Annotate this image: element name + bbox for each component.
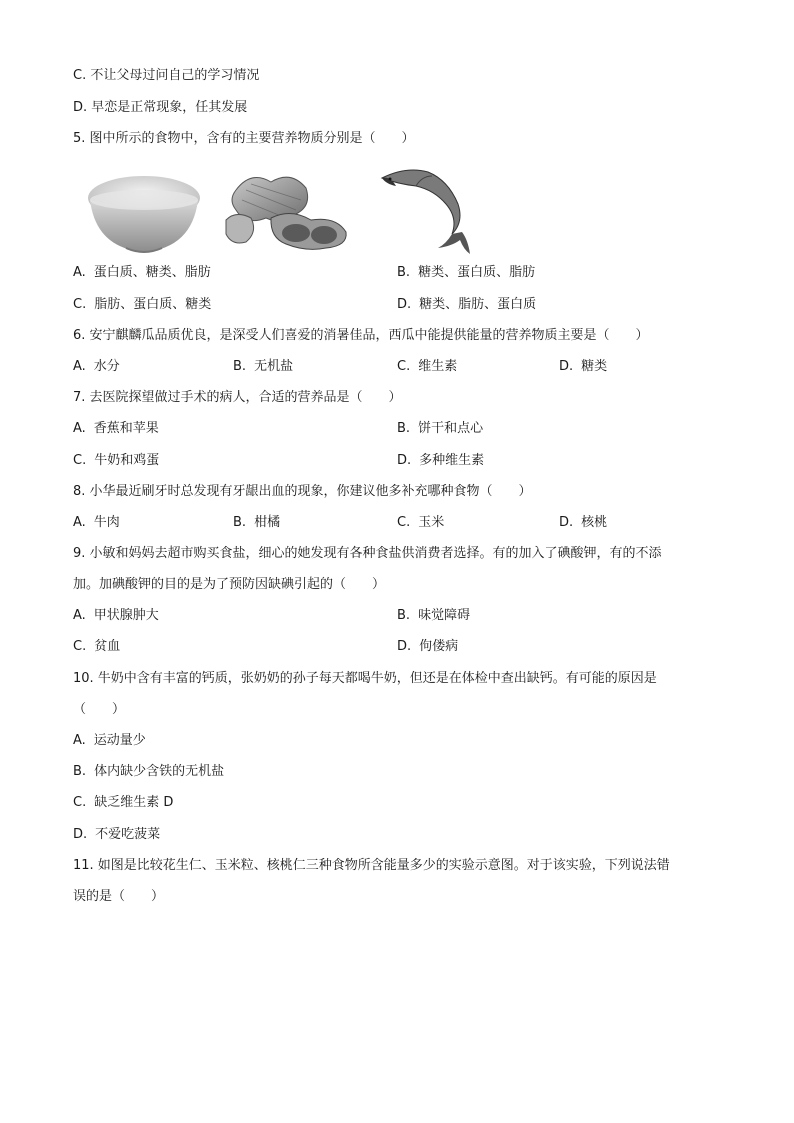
q8-option-b: B. 柑橘	[233, 515, 281, 530]
q6-option-a: A. 水分	[73, 359, 120, 374]
q5-option-d: D. 糖类、脂肪、蛋白质	[397, 297, 537, 312]
q5-option-a: A. 蛋白质、糖类、脂肪	[73, 265, 211, 280]
q9-option-b: B. 味觉障碍	[397, 608, 471, 623]
q6-option-c: C. 维生素	[397, 359, 458, 374]
q9-option-c: C. 贫血	[73, 639, 121, 654]
q5-stem: 5. 图中所示的食物中，含有的主要营养物质分别是（ ）	[73, 131, 415, 146]
q10-option-a: A. 运动量少	[73, 733, 146, 748]
q4-option-d: D. 早恋是正常现象，任其发展	[73, 100, 248, 115]
q9-stem-line1: 9. 小敏和妈妈去超市购买食盐，细心的她发现有各种食盐供消费者选择。有的加入了碘酸钾，有的不添	[73, 546, 662, 561]
q8-option-a: A. 牛肉	[73, 515, 120, 530]
q11-stem-line2: 误的是（ ）	[73, 889, 165, 904]
q10-stem-line1: 10. 牛奶中含有丰富的钙质，张奶奶的孙子每天都喝牛奶，但还是在体检中查出缺钙。有可能的原因是	[73, 671, 657, 686]
q9-stem-line2: 加。加碘酸钾的目的是为了预防因缺碘引起的（ ）	[73, 577, 386, 592]
q7-option-d: D. 多种维生素	[397, 453, 485, 468]
q9-option-a: A. 甲状腺肿大	[73, 608, 159, 623]
q5-food-images	[86, 160, 486, 260]
q6-stem: 6. 安宁麒麟瓜品质优良，是深受人们喜爱的消暑佳品，西瓜中能提供能量的营养物质主要是（ ）	[73, 328, 649, 343]
q5-option-b: B. 糖类、蛋白质、脂肪	[397, 265, 536, 280]
q11-stem-line1: 11. 如图是比较花生仁、玉米粒、核桃仁三种食物所含能量多少的实验示意图。对于该实验，下列说法错	[73, 858, 670, 873]
q4-option-c: C. 不让父母过问自己的学习情况	[73, 68, 260, 83]
q5-option-c: C. 脂肪、蛋白质、糖类	[73, 297, 212, 312]
q7-option-a: A. 香蕉和苹果	[73, 421, 159, 436]
q10-option-c: C. 缺乏维生素 D	[73, 795, 174, 810]
q6-option-d: D. 糖类	[559, 359, 608, 374]
q10-stem-line2: （ ）	[73, 702, 126, 717]
q8-option-d: D. 核桃	[559, 515, 608, 530]
q8-option-c: C. 玉米	[397, 515, 445, 530]
q7-option-b: B. 饼干和点心	[397, 421, 484, 436]
q6-option-b: B. 无机盐	[233, 359, 294, 374]
q7-stem: 7. 去医院探望做过手术的病人，合适的营养品是（ ）	[73, 390, 402, 405]
peanuts-icon	[226, 177, 346, 249]
q9-option-d: D. 佝偻病	[397, 639, 459, 654]
fish-icon	[382, 170, 470, 254]
q8-stem: 8. 小华最近刷牙时总发现有牙龈出血的现象，你建议他多补充哪种食物（ ）	[73, 484, 532, 499]
q7-option-c: C. 牛奶和鸡蛋	[73, 453, 160, 468]
rice-bowl-icon	[88, 176, 200, 252]
q10-option-b: B. 体内缺少含铁的无机盐	[73, 764, 225, 779]
q10-option-d: D. 不爱吃菠菜	[73, 827, 161, 842]
